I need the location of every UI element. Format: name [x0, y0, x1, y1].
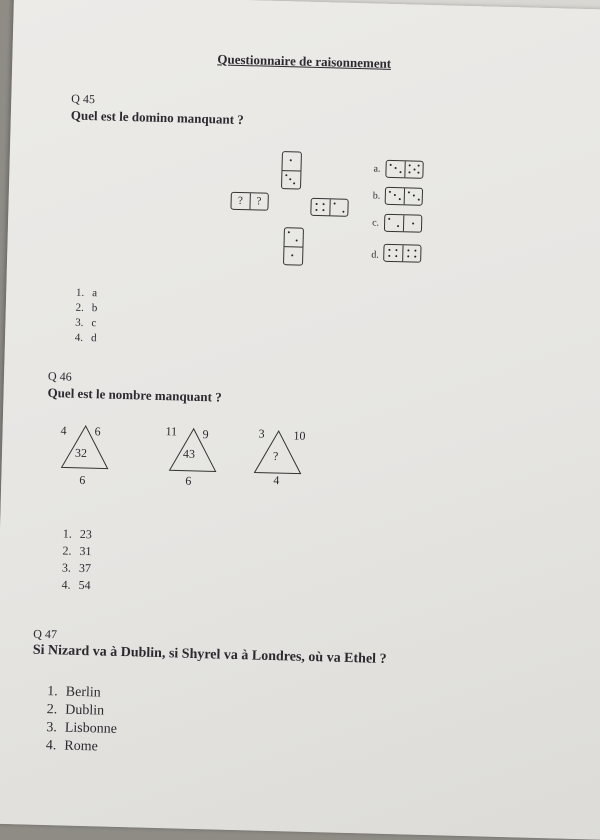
domino-unknown	[230, 192, 268, 211]
domino-bottom	[283, 227, 304, 266]
choice-b-letter: b.	[372, 190, 381, 202]
q45-option-4[interactable]: 4. d	[74, 331, 97, 345]
q47-option-1[interactable]: 1. Berlin	[47, 684, 101, 701]
choice-d-letter: d.	[371, 249, 379, 261]
q45-number: Q 45	[71, 91, 96, 107]
q46-options	[54, 525, 92, 594]
domino-top	[281, 151, 302, 190]
q46-option-1[interactable]: 1. 23	[62, 526, 93, 542]
q46-number: Q 46	[47, 369, 72, 384]
q46-option-4[interactable]: 4. 54	[61, 577, 91, 593]
triangle-3-right: 10	[293, 428, 306, 443]
triangle-3-center: ?	[272, 448, 279, 464]
triangle-2-right: 9	[202, 427, 209, 442]
q46-option-3[interactable]: 3. 37	[61, 560, 92, 576]
triangle-1-right: 6	[94, 424, 101, 439]
q45-option-1[interactable]: 1. a	[75, 286, 98, 300]
choice-d-domino	[383, 244, 421, 263]
triangle-2-left: 11	[165, 424, 178, 439]
triangle-2-bottom: 6	[185, 473, 192, 488]
triangle-3-left: 3	[258, 426, 265, 441]
q47-option-2[interactable]: 2. Dublin	[46, 702, 105, 719]
q45-option-3[interactable]: 3. c	[75, 316, 97, 330]
triangle-3-bottom: 4	[273, 472, 280, 488]
triangle-1-center: 32	[74, 445, 88, 461]
q47-question: Si Nizard va à Dublin, si Shyrel va à Londres, où va Ethel ?	[32, 642, 387, 667]
triangle-1-bottom: 6	[79, 472, 86, 488]
triangle-1-left: 4	[60, 423, 67, 438]
choice-a-letter: a.	[373, 163, 381, 175]
choice-c-letter: c.	[371, 217, 380, 229]
q45-options	[67, 286, 98, 347]
domino-unknown-left: ?	[237, 194, 244, 208]
q47-option-3[interactable]: 3. Lisbonne	[46, 720, 118, 737]
q45-option-2[interactable]: 2. b	[75, 301, 98, 315]
domino-right	[310, 198, 348, 217]
q47-options	[40, 683, 118, 757]
page-title: Questionnaire de raisonnement	[217, 51, 392, 71]
q45-question: Quel est le domino manquant ?	[70, 107, 244, 128]
choice-a-domino	[385, 160, 423, 179]
triangle-2-center: 43	[182, 446, 196, 461]
choice-b-domino	[385, 187, 423, 206]
domino-unknown-right: ?	[256, 195, 262, 208]
q47-option-4[interactable]: 4. Rome	[45, 738, 98, 755]
q47-number: Q 47	[33, 626, 58, 642]
q46-option-2[interactable]: 2. 31	[62, 543, 92, 559]
choice-c-domino	[384, 214, 422, 233]
q46-question: Quel est le nombre manquant ?	[47, 385, 222, 405]
